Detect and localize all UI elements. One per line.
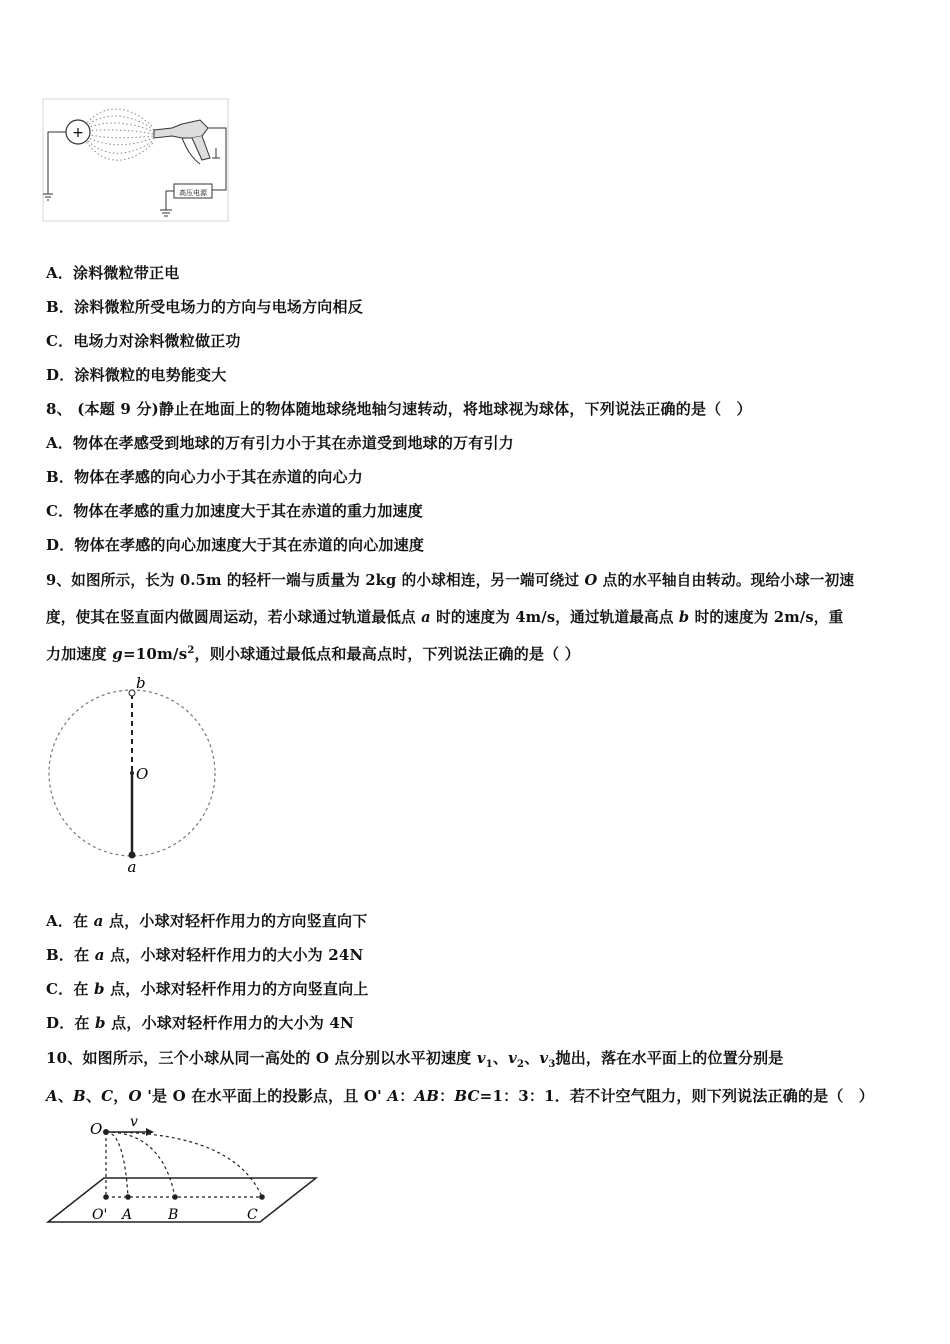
label-b: B [168, 1207, 179, 1223]
q9-option-d: D．在 b 点，小球对轻杆作用力的大小为 4N [46, 1014, 354, 1032]
q9-option-c: C．在 b 点，小球对轻杆作用力的方向竖直向上 [46, 980, 369, 998]
label-o: O [136, 765, 149, 783]
q10-stem-line-2: A、B、C，O '是 O 在水平面上的投影点，且 O' A：AB：BC=1：3：1．若不计空气阻力，则下列说法正确的是（ ） [46, 1087, 874, 1105]
q9-stem-line-2: 度，使其在竖直面内做圆周运动，若小球通过轨道最低点 a 时的速度为 4m/s，通过轨道最高点 b 时的速度为 2m/s，重 [46, 609, 844, 626]
q8-option-a: A．物体在孝感受到地球的万有引力小于其在赤道受到地球的万有引力 [46, 434, 514, 452]
electrostatic-spray-diagram [42, 98, 232, 233]
label-c: C [247, 1207, 258, 1223]
q8-stem: 8、 (本题 9 分)静止在地面上的物体随地球绕地轴匀速转动，将地球视为球体，下列说法正确的是（ ） [46, 400, 752, 418]
q7-option-d: D．涂料微粒的电势能变大 [46, 366, 227, 384]
label-b: b [136, 674, 146, 692]
circular-motion-diagram [40, 672, 230, 877]
plus-sign: + [72, 125, 84, 141]
device-label: 高压电源 [179, 189, 207, 197]
q9-option-b: B．在 a 点，小球对轻杆作用力的大小为 24N [46, 946, 364, 964]
q7-option-b: B．涂料微粒所受电场力的方向与电场方向相反 [46, 298, 363, 316]
q7-option-a: A．涂料微粒带正电 [46, 264, 180, 282]
q7-option-c: C．电场力对涂料微粒做正功 [46, 332, 241, 350]
q9-option-a: A．在 a 点，小球对轻杆作用力的方向竖直向下 [46, 912, 368, 930]
label-v: v [130, 1114, 138, 1130]
label-o-prime: O' [92, 1207, 108, 1223]
q8-option-d: D．物体在孝感的向心加速度大于其在赤道的向心加速度 [46, 536, 425, 554]
projectile-diagram [44, 1112, 319, 1227]
q8-option-c: C．物体在孝感的重力加速度大于其在赤道的重力加速度 [46, 502, 423, 520]
q10-stem-line-1: 10、如图所示，三个小球从同一高处的 O 点分别以水平初速度 $v_1$、$v_2$、$v_3$抛出，落在水平面上的位置分别是 [46, 1049, 784, 1070]
q8-option-b: B．物体在孝感的向心力小于其在赤道的向心力 [46, 468, 363, 486]
label-a: A [122, 1207, 133, 1223]
q9-stem-line-1: 9、如图所示，长为 0.5m 的轻杆一端与质量为 2kg 的小球相连，另一端可绕过 O 点的水平轴自由转动。现给小球一初速 [46, 572, 855, 589]
label-o: O [90, 1120, 103, 1138]
q9-stem-line-3: 力加速度 $g=10m/s^2$，则小球通过最低点和最高点时，下列说法正确的是（ ） [46, 645, 580, 663]
label-a: a [127, 858, 137, 876]
